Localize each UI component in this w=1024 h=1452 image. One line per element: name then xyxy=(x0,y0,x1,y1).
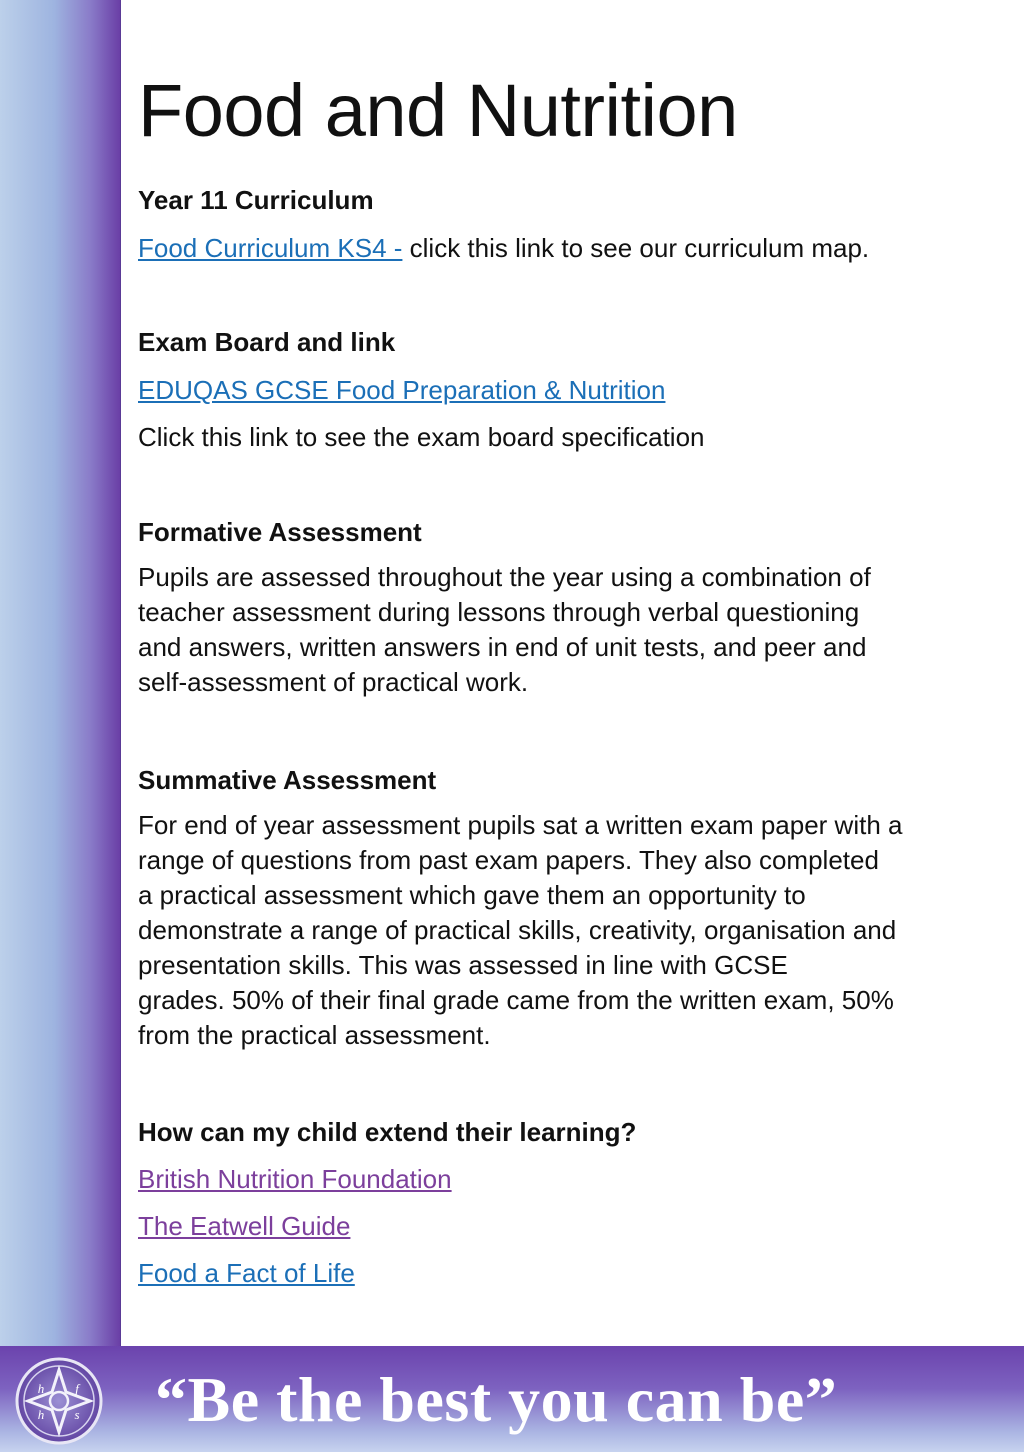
school-motto: “Be the best you can be” xyxy=(155,1364,838,1435)
crest-letter: h xyxy=(37,1407,45,1422)
extend-link-line xyxy=(138,1163,1008,1195)
crest-letter: h xyxy=(37,1381,45,1396)
extend-link-line xyxy=(138,1210,1008,1242)
extend-learning-section xyxy=(138,1116,1008,1289)
curriculum-link-description: click this link to see our curriculum map. xyxy=(402,233,870,263)
eduqas-gcse-link[interactable]: EDUQAS GCSE Food Preparation & Nutrition xyxy=(138,375,666,405)
british-nutrition-foundation-link[interactable]: British Nutrition Foundation xyxy=(138,1164,452,1194)
extend-link-line xyxy=(138,1257,1008,1289)
eatwell-guide-link[interactable]: The Eatwell Guide xyxy=(138,1211,351,1241)
page-title: Food and Nutrition xyxy=(138,69,738,152)
school-crest-logo xyxy=(14,1356,104,1446)
summative-paragraph xyxy=(138,808,1008,1053)
exam-board-link-line xyxy=(138,374,1008,406)
formative-line: teacher assessment during lessons through verbal questioning xyxy=(138,597,860,627)
summative-section xyxy=(138,764,1008,1053)
summative-line: presentation skills. This was assessed in line with GCSE xyxy=(138,950,788,980)
exam-board-description: Click this link to see the exam board specification xyxy=(138,422,705,452)
formative-paragraph xyxy=(138,560,1008,700)
formative-line: Pupils are assessed throughout the year using a combination of xyxy=(138,562,871,592)
crest-letter: s xyxy=(74,1407,80,1422)
crest-letter: f xyxy=(75,1381,79,1396)
summative-line: grades. 50% of their final grade came from the written exam, 50% xyxy=(138,985,894,1015)
formative-line: and answers, written answers in end of unit tests, and peer and xyxy=(138,632,867,662)
exam-board-section xyxy=(138,326,1008,453)
formative-heading: Formative Assessment xyxy=(138,517,422,547)
summative-heading: Summative Assessment xyxy=(138,765,437,795)
summative-line: a practical assessment which gave them an opportunity to xyxy=(138,880,806,910)
summative-line: from the practical assessment. xyxy=(138,1020,491,1050)
summative-line: demonstrate a range of practical skills, creativity, organisation and xyxy=(138,915,897,945)
summative-line: For end of year assessment pupils sat a written exam paper with a xyxy=(138,810,903,840)
curriculum-heading: Year 11 Curriculum xyxy=(138,185,374,215)
left-gradient-sidebar xyxy=(0,0,121,1346)
footer-banner xyxy=(0,1346,1024,1452)
extend-learning-heading: How can my child extend their learning? xyxy=(138,1117,637,1147)
summative-line: range of questions from past exam papers. They also completed xyxy=(138,845,879,875)
curriculum-section xyxy=(138,184,1008,264)
food-a-fact-of-life-link[interactable]: Food a Fact of Life xyxy=(138,1258,355,1288)
curriculum-link-line xyxy=(138,232,1008,264)
food-curriculum-ks4-link[interactable]: Food Curriculum KS4 - xyxy=(138,233,403,263)
formative-section xyxy=(138,516,1008,700)
exam-board-heading: Exam Board and link xyxy=(138,327,396,357)
formative-line: self-assessment of practical work. xyxy=(138,667,529,697)
